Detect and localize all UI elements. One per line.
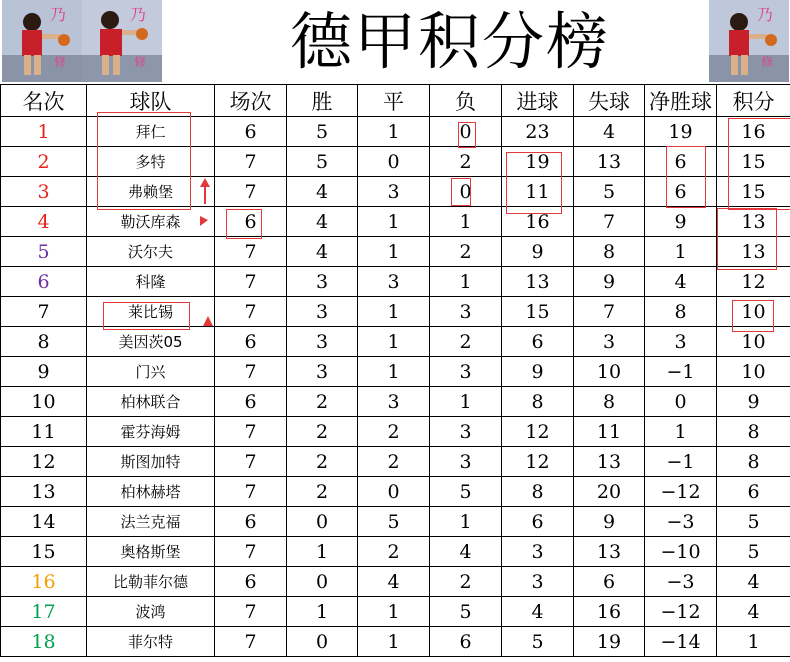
table-row xyxy=(1,237,790,267)
wins-cell: 1 xyxy=(287,597,358,627)
wins-cell: 2 xyxy=(287,387,358,417)
team-cell: 比勒菲尔德 xyxy=(87,567,215,597)
points-cell: 6 xyxy=(717,477,790,507)
goals-against-cell: 9 xyxy=(574,507,645,537)
draws-cell: 1 xyxy=(358,237,430,267)
up-arrow-icon xyxy=(198,178,212,230)
goals-against-cell: 11 xyxy=(574,417,645,447)
goals-for-cell: 12 xyxy=(502,447,574,477)
goal-difference-cell: 8 xyxy=(645,297,717,327)
annotation-box-goal-diff xyxy=(666,146,706,208)
points-cell: 4 xyxy=(717,567,790,597)
goals-for-cell: 6 xyxy=(502,507,574,537)
svg-text:修: 修 xyxy=(761,55,774,69)
draws-cell: 1 xyxy=(358,117,430,147)
team-cell: 奥格斯堡 xyxy=(87,537,215,567)
rank-cell: 15 xyxy=(1,537,87,567)
team-cell: 多特 xyxy=(87,147,215,177)
played-cell: 7 xyxy=(215,477,287,507)
rank-cell: 17 xyxy=(1,597,87,627)
goal-difference-cell: −1 xyxy=(645,357,717,387)
wins-cell: 3 xyxy=(287,267,358,297)
goals-against-cell: 9 xyxy=(574,267,645,297)
played-cell: 7 xyxy=(215,597,287,627)
losses-cell: 2 xyxy=(430,237,502,267)
rank-cell: 18 xyxy=(1,627,87,657)
losses-cell: 5 xyxy=(430,477,502,507)
goal-difference-cell: 3 xyxy=(645,327,717,357)
draws-cell: 3 xyxy=(358,177,430,207)
up-arrow-icon xyxy=(202,314,214,328)
team-cell: 勒沃库森 xyxy=(87,207,215,237)
goals-for-cell: 23 xyxy=(502,117,574,147)
goals-against-cell: 7 xyxy=(574,207,645,237)
draws-cell: 0 xyxy=(358,147,430,177)
annotation-box-leipzig-points xyxy=(732,300,774,332)
draws-cell: 1 xyxy=(358,207,430,237)
draws-cell: 4 xyxy=(358,567,430,597)
goals-against-cell: 8 xyxy=(574,237,645,267)
points-cell: 10 xyxy=(717,297,790,327)
wins-cell: 2 xyxy=(287,477,358,507)
table-row xyxy=(1,207,790,237)
svg-text:修: 修 xyxy=(54,55,67,69)
losses-cell: 3 xyxy=(430,447,502,477)
points-cell: 5 xyxy=(717,537,790,567)
wins-cell: 4 xyxy=(287,207,358,237)
rank-cell: 4 xyxy=(1,207,87,237)
goal-difference-cell: 19 xyxy=(645,117,717,147)
points-cell: 8 xyxy=(717,417,790,447)
rank-cell: 14 xyxy=(1,507,87,537)
goals-against-cell: 20 xyxy=(574,477,645,507)
team-cell: 菲尔特 xyxy=(87,627,215,657)
goals-for-cell: 6 xyxy=(502,327,574,357)
points-cell: 13 xyxy=(717,237,790,267)
svg-text:乃: 乃 xyxy=(757,5,774,24)
draws-cell: 3 xyxy=(358,387,430,417)
goals-against-cell: 13 xyxy=(574,537,645,567)
losses-cell: 3 xyxy=(430,357,502,387)
wins-cell: 0 xyxy=(287,627,358,657)
team-cell: 门兴 xyxy=(87,357,215,387)
goals-against-cell: 10 xyxy=(574,357,645,387)
goals-against-cell: 6 xyxy=(574,567,645,597)
goals-for-cell: 9 xyxy=(502,237,574,267)
player-image-right xyxy=(709,0,789,82)
annotation-box-top3-teams xyxy=(97,112,191,210)
table-row xyxy=(1,597,790,627)
team-cell: 法兰克福 xyxy=(87,507,215,537)
rank-cell: 9 xyxy=(1,357,87,387)
header xyxy=(0,0,790,84)
goal-difference-cell: 0 xyxy=(645,387,717,417)
losses-cell: 2 xyxy=(430,567,502,597)
rank-cell: 16 xyxy=(1,567,87,597)
draws-cell: 2 xyxy=(358,447,430,477)
header-team: 球队 xyxy=(87,85,215,117)
draws-cell: 0 xyxy=(358,477,430,507)
wins-cell: 1 xyxy=(287,537,358,567)
svg-text:乃: 乃 xyxy=(130,5,147,24)
goals-for-cell: 13 xyxy=(502,267,574,297)
goal-difference-cell: −10 xyxy=(645,537,717,567)
goals-for-cell: 11 xyxy=(502,177,574,207)
losses-cell: 3 xyxy=(430,297,502,327)
goal-difference-cell: 9 xyxy=(645,207,717,237)
played-cell: 6 xyxy=(215,207,287,237)
header-goals-against: 失球 xyxy=(574,85,645,117)
table-row xyxy=(1,507,790,537)
goals-for-cell: 8 xyxy=(502,387,574,417)
goals-for-cell: 12 xyxy=(502,417,574,447)
goal-difference-cell: 1 xyxy=(645,237,717,267)
goal-difference-cell: −3 xyxy=(645,507,717,537)
losses-cell: 1 xyxy=(430,267,502,297)
goals-against-cell: 13 xyxy=(574,147,645,177)
rank-cell: 11 xyxy=(1,417,87,447)
points-cell: 13 xyxy=(717,207,790,237)
draws-cell: 1 xyxy=(358,357,430,387)
losses-cell: 1 xyxy=(430,387,502,417)
goals-against-cell: 3 xyxy=(574,327,645,357)
goal-difference-cell: 6 xyxy=(645,147,717,177)
team-cell: 波鸿 xyxy=(87,597,215,627)
points-cell: 10 xyxy=(717,327,790,357)
losses-cell: 2 xyxy=(430,147,502,177)
played-cell: 6 xyxy=(215,117,287,147)
team-cell: 莱比锡 xyxy=(87,297,215,327)
goal-difference-cell: −12 xyxy=(645,597,717,627)
team-cell: 柏林联合 xyxy=(87,387,215,417)
draws-cell: 1 xyxy=(358,627,430,657)
played-cell: 7 xyxy=(215,537,287,567)
table-row xyxy=(1,537,790,567)
goals-against-cell: 7 xyxy=(574,297,645,327)
team-cell: 拜仁 xyxy=(87,117,215,147)
goal-difference-cell: −12 xyxy=(645,477,717,507)
svg-text:修: 修 xyxy=(134,55,147,69)
header-rank: 名次 xyxy=(1,85,87,117)
goals-against-cell: 19 xyxy=(574,627,645,657)
draws-cell: 1 xyxy=(358,327,430,357)
points-cell: 12 xyxy=(717,267,790,297)
played-cell: 7 xyxy=(215,447,287,477)
header-draws: 平 xyxy=(358,85,430,117)
draws-cell: 1 xyxy=(358,597,430,627)
goals-for-cell: 3 xyxy=(502,537,574,567)
wins-cell: 3 xyxy=(287,297,358,327)
rank-cell: 10 xyxy=(1,387,87,417)
goals-for-cell: 19 xyxy=(502,147,574,177)
player-image-left-1 xyxy=(2,0,82,82)
team-cell: 斯图加特 xyxy=(87,447,215,477)
draws-cell: 5 xyxy=(358,507,430,537)
goal-difference-cell: −3 xyxy=(645,567,717,597)
losses-cell: 6 xyxy=(430,627,502,657)
wins-cell: 0 xyxy=(287,567,358,597)
draws-cell: 1 xyxy=(358,297,430,327)
points-cell: 16 xyxy=(717,117,790,147)
points-cell: 5 xyxy=(717,507,790,537)
losses-cell: 2 xyxy=(430,327,502,357)
goal-difference-cell: 4 xyxy=(645,267,717,297)
rank-cell: 12 xyxy=(1,447,87,477)
played-cell: 7 xyxy=(215,627,287,657)
team-cell: 柏林赫塔 xyxy=(87,477,215,507)
wins-cell: 2 xyxy=(287,447,358,477)
played-cell: 6 xyxy=(215,507,287,537)
goals-against-cell: 5 xyxy=(574,177,645,207)
rank-cell: 3 xyxy=(1,177,87,207)
table-row xyxy=(1,567,790,597)
goals-against-cell: 13 xyxy=(574,447,645,477)
wins-cell: 5 xyxy=(287,117,358,147)
played-cell: 7 xyxy=(215,177,287,207)
player-image-left-2 xyxy=(82,0,162,82)
losses-cell: 1 xyxy=(430,507,502,537)
points-cell: 15 xyxy=(717,177,790,207)
points-cell: 15 xyxy=(717,147,790,177)
goals-for-cell: 5 xyxy=(502,627,574,657)
table-row xyxy=(1,447,790,477)
losses-cell: 0 xyxy=(430,117,502,147)
wins-cell: 5 xyxy=(287,147,358,177)
losses-cell: 3 xyxy=(430,417,502,447)
goals-against-cell: 4 xyxy=(574,117,645,147)
rank-cell: 7 xyxy=(1,297,87,327)
rank-cell: 2 xyxy=(1,147,87,177)
played-cell: 7 xyxy=(215,267,287,297)
header-wins: 胜 xyxy=(287,85,358,117)
points-cell: 8 xyxy=(717,447,790,477)
draws-cell: 2 xyxy=(358,537,430,567)
played-cell: 7 xyxy=(215,237,287,267)
wins-cell: 4 xyxy=(287,237,358,267)
points-cell: 10 xyxy=(717,357,790,387)
svg-text:乃: 乃 xyxy=(50,5,67,24)
team-cell: 美因茨05 xyxy=(87,327,215,357)
goals-for-cell: 3 xyxy=(502,567,574,597)
played-cell: 7 xyxy=(215,147,287,177)
table-row xyxy=(1,387,790,417)
goals-for-cell: 9 xyxy=(502,357,574,387)
team-cell: 霍芬海姆 xyxy=(87,417,215,447)
goal-difference-cell: −1 xyxy=(645,447,717,477)
goal-difference-cell: −14 xyxy=(645,627,717,657)
table-row xyxy=(1,627,790,657)
wins-cell: 3 xyxy=(287,357,358,387)
played-cell: 7 xyxy=(215,417,287,447)
header-played: 场次 xyxy=(215,85,287,117)
table-row xyxy=(1,357,790,387)
team-cell: 沃尔夫 xyxy=(87,237,215,267)
team-cell: 科隆 xyxy=(87,267,215,297)
annotation-box-leipzig xyxy=(103,302,190,330)
header-points: 积分 xyxy=(717,85,790,117)
draws-cell: 3 xyxy=(358,267,430,297)
rank-cell: 8 xyxy=(1,327,87,357)
points-cell: 4 xyxy=(717,597,790,627)
annotation-box-points-top xyxy=(728,118,790,210)
goals-against-cell: 16 xyxy=(574,597,645,627)
annotation-box-freiburg-losses xyxy=(451,178,471,206)
rank-cell: 6 xyxy=(1,267,87,297)
goals-for-cell: 8 xyxy=(502,477,574,507)
played-cell: 6 xyxy=(215,567,287,597)
header-goals-for: 进球 xyxy=(502,85,574,117)
losses-cell: 5 xyxy=(430,597,502,627)
table-row xyxy=(1,327,790,357)
played-cell: 7 xyxy=(215,357,287,387)
wins-cell: 0 xyxy=(287,507,358,537)
losses-cell: 1 xyxy=(430,207,502,237)
table-row xyxy=(1,477,790,507)
losses-cell: 4 xyxy=(430,537,502,567)
losses-cell: 0 xyxy=(430,177,502,207)
rank-cell: 13 xyxy=(1,477,87,507)
played-cell: 6 xyxy=(215,387,287,417)
team-cell: 弗赖堡 xyxy=(87,177,215,207)
table-row xyxy=(1,417,790,447)
played-cell: 7 xyxy=(215,297,287,327)
goal-difference-cell: 6 xyxy=(645,177,717,207)
draws-cell: 2 xyxy=(358,417,430,447)
annotation-box-goals xyxy=(506,152,562,214)
table-row xyxy=(1,267,790,297)
annotation-box-points-mid xyxy=(717,208,777,270)
wins-cell: 2 xyxy=(287,417,358,447)
goals-against-cell: 8 xyxy=(574,387,645,417)
rank-cell: 5 xyxy=(1,237,87,267)
goal-difference-cell: 1 xyxy=(645,417,717,447)
annotation-box-bayern-losses xyxy=(458,122,476,148)
wins-cell: 3 xyxy=(287,327,358,357)
played-cell: 6 xyxy=(215,327,287,357)
header-losses: 负 xyxy=(430,85,502,117)
goals-for-cell: 15 xyxy=(502,297,574,327)
rank-cell: 1 xyxy=(1,117,87,147)
header-goal-difference: 净胜球 xyxy=(645,85,717,117)
goals-for-cell: 16 xyxy=(502,207,574,237)
goals-for-cell: 4 xyxy=(502,597,574,627)
points-cell: 9 xyxy=(717,387,790,417)
page-title: 德甲积分榜 xyxy=(289,5,610,78)
annotation-box-leverkusen-played xyxy=(226,209,262,239)
wins-cell: 4 xyxy=(287,177,358,207)
points-cell: 1 xyxy=(717,627,790,657)
